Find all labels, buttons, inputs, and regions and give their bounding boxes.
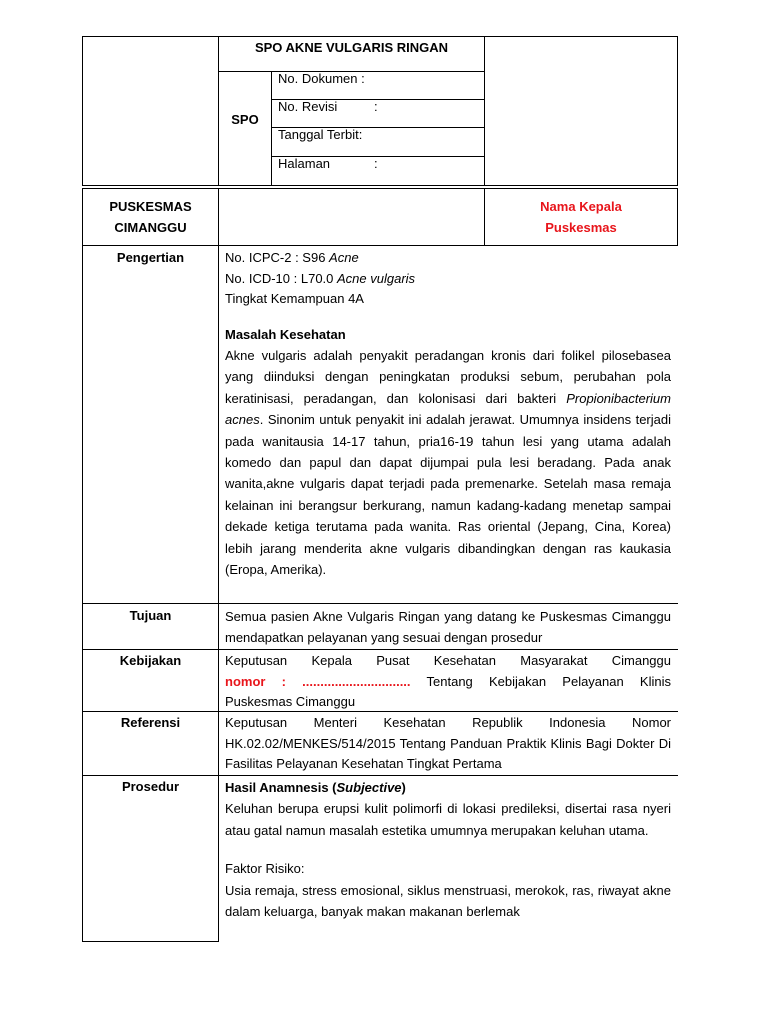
institution-name: PUSKESMAS CIMANGGU [109,199,192,235]
nomor-placeholder: nomor : .............................. [225,673,411,689]
risk-factor-label: Faktor Risiko: [225,861,305,877]
spo-label: SPO [231,112,259,127]
kebijakan-content [225,651,671,713]
tujuan-text: Semua pasien Akne Vulgaris Ringan yang datang ke Puskesmas Cimanggu mendapatkan pelayanan yang sesuai dengan prosedur [225,609,671,645]
head-of-puskesmas: Nama Kepala Puskesmas [540,199,622,235]
label-kebijakan: Kebijakan [119,653,182,668]
label-prosedur: Prosedur [121,779,180,794]
prosedur-content [225,777,671,923]
kebijakan-line3: Puskesmas Cimanggu [225,694,356,709]
field-halaman-colon: : [374,156,378,171]
referensi-text: Keputusan Menteri Kesehatan Republik Indonesia Nomor HK.02.02/MENKES/514/2015 Tentang Panduan Praktik Klinis Bagi Dokter Di Fasilitas Pelayanan Kesehatan Tingkat Pertama [225,715,671,771]
label-tujuan: Tujuan [129,608,172,623]
field-tanggal-terbit: Tanggal Terbit: [278,127,363,142]
pengertian-content [225,248,671,580]
icd-code: No. ICD-10 : L70.0 Acne vulgaris [225,270,416,286]
anamnesis-heading: Hasil Anamnesis (Subjective) [225,780,406,795]
health-problem-heading: Masalah Kesehatan [225,326,346,342]
label-pengertian: Pengertian [116,250,185,265]
kebijakan-line1: Keputusan Kepala Pusat Kesehatan Masyarakat Cimanggu [225,653,671,668]
document-title: SPO AKNE VULGARIS RINGAN [254,40,449,55]
kebijakan-line2: nomor : .............................. Tentang Kebijakan Pelayanan Klinis [225,673,671,689]
field-no-revisi: No. Revisi [278,99,338,114]
label-referensi: Referensi [120,715,181,730]
health-problem-paragraph: Akne vulgaris adalah penyakit peradangan kronis dari folikel pilosebasea yang diinduksi dengan peningkatan produksi sebum, perubahan pola keratinisasi, peradangan, dan kolonisasi dari bakteri Propionibacterium acnes. Sinonim untuk penyakit ini adalah jerawat. Umumnya insidens terjadi pada wanitausia 14-17 tahun, pria16-19 tahun lesi yang utama adalah komedo dan papul dan dapat dijumpai pula lesi beradang. Pada anak wanita,akne vulgaris dapat terjadi pada premenarke. Setelah masa remaja kelainan ini berangsur berkurang, namun kadang-kadang menetap sampai dekade ketiga terutama pada wanita. Ras oriental (Jepang, Cina, Korea) lebih jarang menderita akne vulgaris dibandingkan dengan ras kaukasia (Eropa, Amerika). [225,348,671,578]
icpc-code: No. ICPC-2 : S96 Acne [225,250,359,265]
anamnesis-paragraph: Keluhan berupa erupsi kulit polimorfi di lokasi predileksi, disertai rasa nyeri atau gatal namun masalah estetika umumnya merupakan keluhan utama. [225,801,671,838]
risk-factor-text: Usia remaja, stress emosional, siklus menstruasi, merokok, ras, riwayat akne dalam keluarga, banyak makan makanan berlemak [225,882,671,920]
field-no-dokumen: No. Dokumen : [278,71,365,86]
field-no-revisi-colon: : [374,99,378,114]
competence-level: Tingkat Kemampuan 4A [225,291,364,306]
field-halaman: Halaman [278,156,331,171]
